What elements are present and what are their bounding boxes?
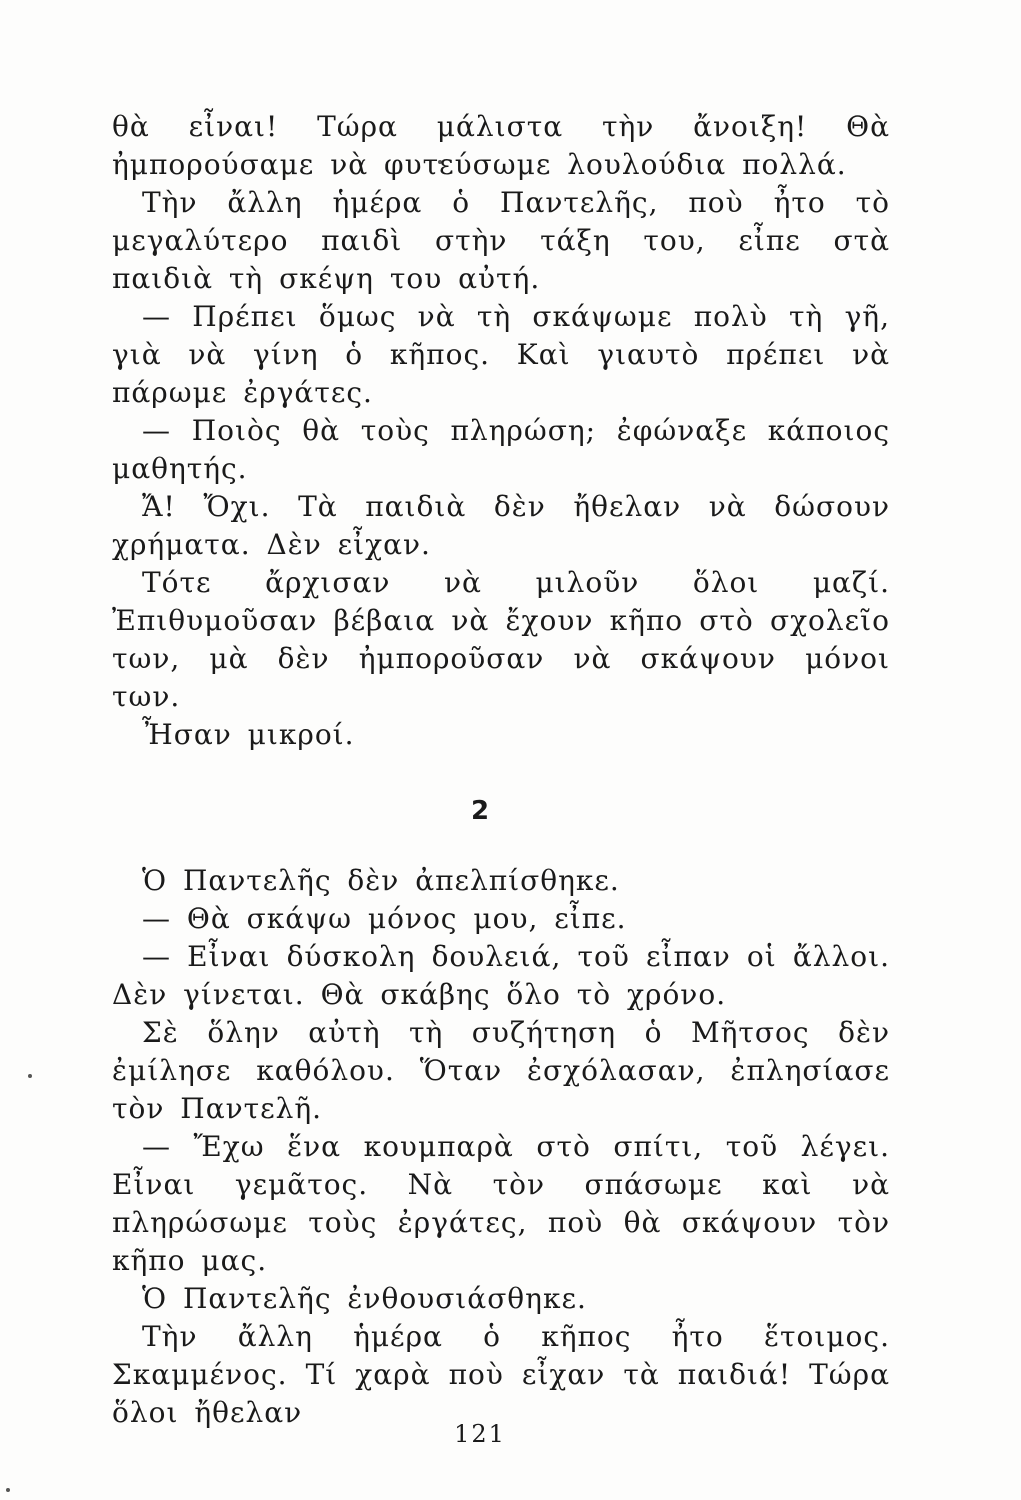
paragraph: Τὴν ἄλλη ἡμέρα ὁ Παντελῆς, ποὺ ἦτο τὸ μεγαλύτερο παιδὶ στὴν τάξη του, εἶπε στὰ παιδιὰ τὴ σκέψη του αὐτή. xyxy=(112,186,890,295)
paragraph: θὰ εἶναι! Τώρα μάλιστα τὴν ἄνοιξη! Θὰ ἠμπορούσαμε νὰ φυτεύσωμε λουλούδια πολλά. xyxy=(112,110,890,181)
paragraph: Ἄ! Ὄχι. Τὰ παιδιὰ δὲν ἤθελαν νὰ δώσουν χρήματα. Δὲν εἶχαν. xyxy=(112,490,890,561)
paragraph: — Πρέπει ὅμως νὰ τὴ σκάψωμε πολὺ τὴ γῆ, γιὰ νὰ γίνη ὁ κῆπος. Καὶ γιαυτὸ πρέπει νὰ πάρωμε ἐργάτες. xyxy=(112,300,890,409)
paragraph: Σὲ ὅλην αὐτὴ τὴ συζήτηση ὁ Μῆτσος δὲν ἐμίλησε καθόλου. Ὅταν ἐσχόλασαν, ἐπλησίασε τὸν Παντελῆ. xyxy=(112,1016,890,1125)
paper-speck xyxy=(28,1074,32,1078)
section-1-text xyxy=(112,108,890,754)
page-number: 121 xyxy=(454,1420,506,1448)
paragraph: Ὁ Παντελῆς δὲν ἀπελπίσθηκε. xyxy=(142,864,620,897)
paragraph: — Ἔχω ἕνα κουμπαρὰ στὸ σπίτι, τοῦ λέγει. Εἶναι γεμᾶτος. Νὰ τὸν σπάσωμε καὶ νὰ πληρώσωμε τοὺς ἐργάτες, ποὺ θὰ σκάψουν τὸν κῆπο μας. xyxy=(112,1130,890,1277)
paragraph: — Ποιὸς θὰ τοὺς πληρώση; ἐφώναξε κάποιος μαθητής. xyxy=(112,414,890,485)
paragraph: Ἦσαν μικροί. xyxy=(142,718,355,751)
section-2-text xyxy=(112,862,890,1432)
paragraph: Τότε ἄρχισαν νὰ μιλοῦν ὅλοι μαζί. Ἐπιθυμοῦσαν βέβαια νὰ ἔχουν κῆπο στὸ σχολεῖο των, μὰ δὲν ἠμποροῦσαν νὰ σκάψουν μόνοι των. xyxy=(112,566,890,713)
paragraph: — Θὰ σκάψω μόνος μου, εἶπε. xyxy=(142,902,627,935)
section-heading: 2 xyxy=(470,796,490,826)
paper-speck xyxy=(6,1488,10,1492)
paragraph: — Εἶναι δύσκολη δουλειά, τοῦ εἶπαν οἱ ἄλλοι. Δὲν γίνεται. Θὰ σκάβης ὅλο τὸ χρόνο. xyxy=(112,940,890,1011)
paragraph: Ὁ Παντελῆς ἐνθουσιάσθηκε. xyxy=(142,1282,587,1315)
paragraph: Τὴν ἄλλη ἡμέρα ὁ κῆπος ἦτο ἕτοιμος. Σκαμμένος. Τί χαρὰ ποὺ εἶχαν τὰ παιδιά! Τώρα ὅλοι ἤθελαν xyxy=(112,1320,890,1429)
